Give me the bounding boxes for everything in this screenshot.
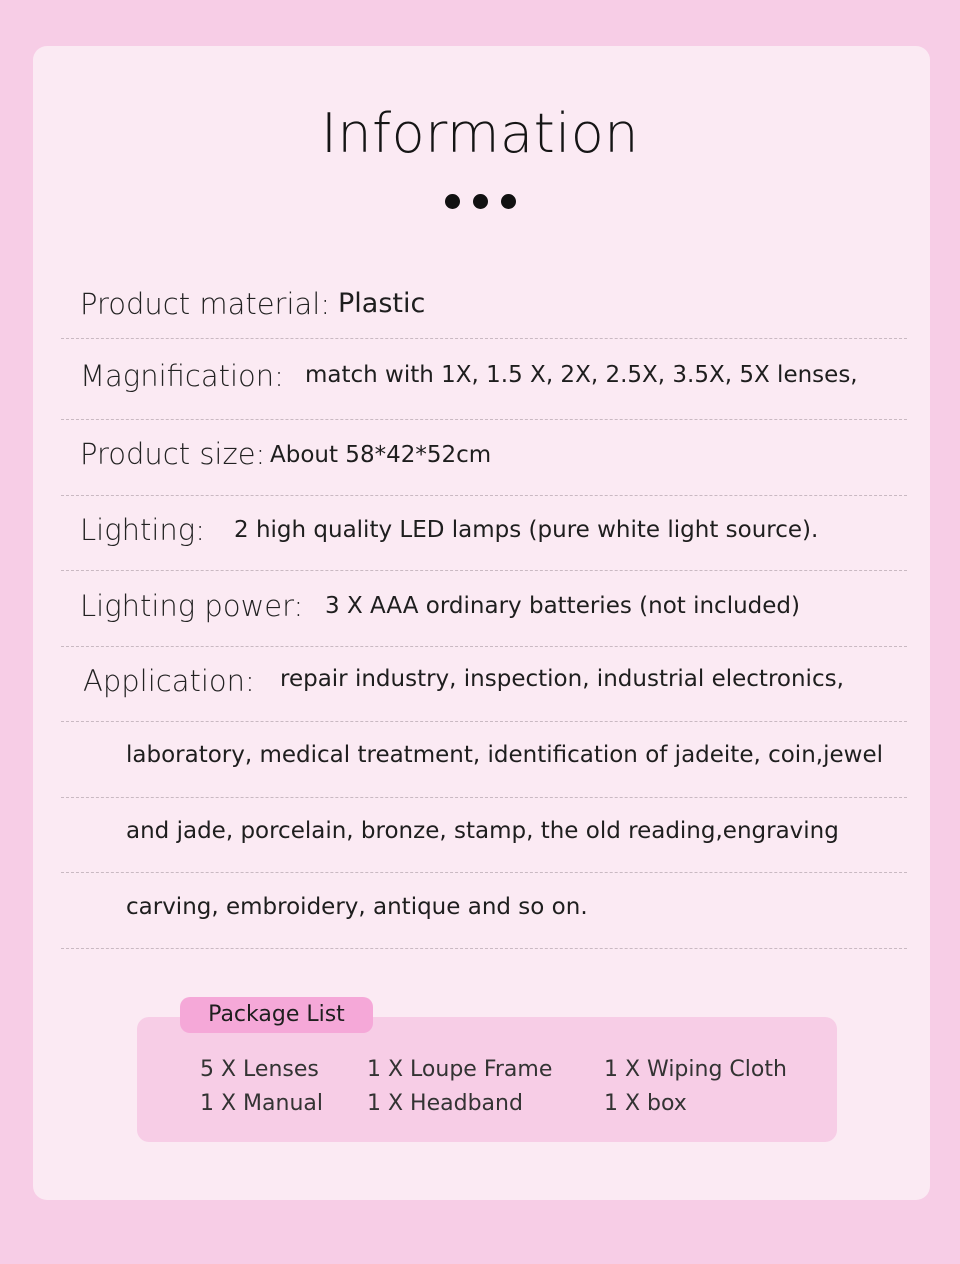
page-title: Information [320, 102, 640, 165]
package-item: 1 X Manual [200, 1091, 323, 1116]
row-value-lighting-power: 3 X AAA ordinary batteries (not included) [325, 593, 800, 619]
application-continued-line: and jade, porcelain, bronze, stamp, the old reading,engraving [126, 818, 839, 844]
row-value-magnification: match with 1X, 1.5 X, 2X, 2.5X, 3.5X, 5X lenses, [305, 362, 858, 388]
package-list-heading: Package List [180, 997, 373, 1033]
package-item: 1 X Loupe Frame [367, 1057, 553, 1082]
row-value-material: Plastic [338, 288, 426, 319]
package-item: 1 X Headband [367, 1091, 523, 1116]
row-label-material: Product material: [80, 287, 331, 321]
divider [61, 721, 907, 722]
row-label-lighting-power: Lighting power: [80, 589, 304, 623]
divider [61, 495, 907, 496]
application-continued-line: carving, embroidery, antique and so on. [126, 894, 588, 920]
divider [61, 419, 907, 420]
row-label-application: Application: [83, 664, 255, 698]
package-item: 5 X Lenses [200, 1057, 319, 1082]
divider [61, 646, 907, 647]
dots-ornament [445, 194, 517, 210]
row-value-application: repair industry, inspection, industrial electronics, [280, 666, 844, 692]
row-label-lighting: Lighting: [80, 513, 205, 547]
divider [61, 570, 907, 571]
dot-icon [473, 194, 488, 209]
row-value-lighting: 2 high quality LED lamps (pure white light source). [234, 517, 819, 543]
package-item: 1 X Wiping Cloth [604, 1057, 787, 1082]
row-value-size: About 58*42*52cm [270, 442, 492, 468]
dot-icon [445, 194, 460, 209]
divider [61, 338, 907, 339]
row-label-magnification: Magnification: [80, 359, 284, 393]
divider [61, 872, 907, 873]
application-continued-line: laboratory, medical treatment, identification of jadeite, coin,jewel [126, 742, 883, 768]
divider [61, 948, 907, 949]
package-item: 1 X box [604, 1091, 687, 1116]
dot-icon [501, 194, 516, 209]
divider [61, 797, 907, 798]
row-label-size: Product size: [80, 437, 266, 471]
